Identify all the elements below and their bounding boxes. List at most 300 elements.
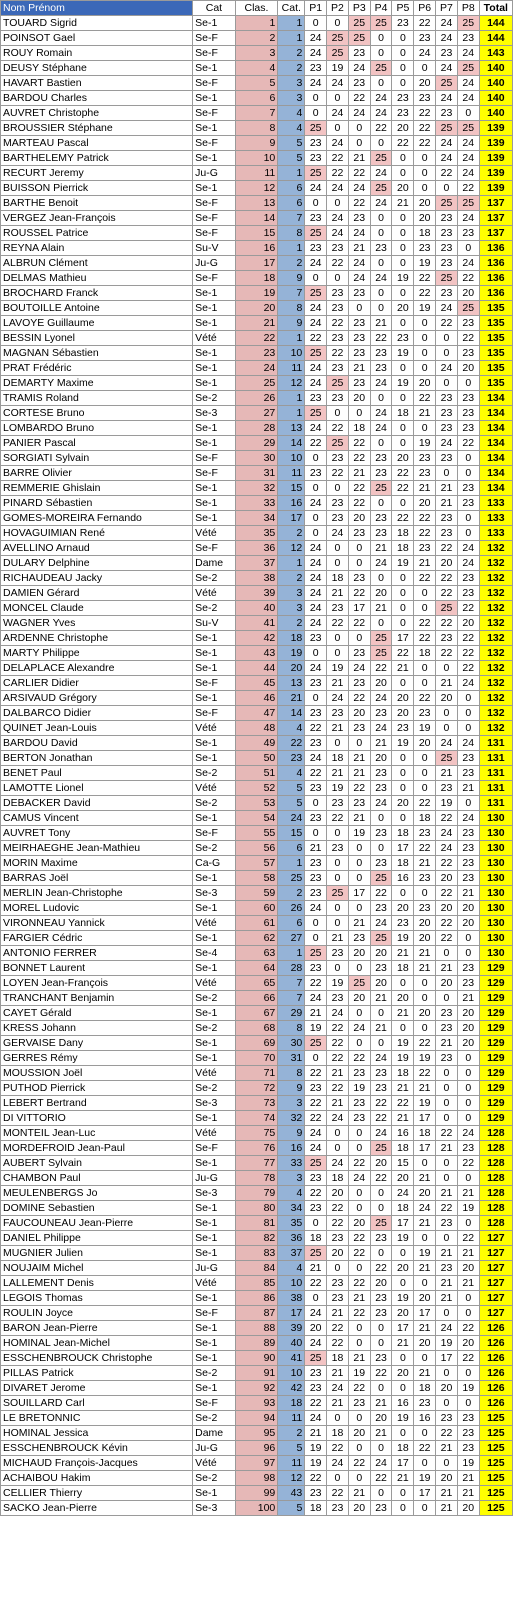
cell-cat-rank: 21 [278, 691, 305, 706]
cell-name: PILLAS Patrick [1, 1366, 193, 1381]
cell-p8: 0 [457, 1366, 479, 1381]
cell-p2: 22 [327, 346, 349, 361]
cell-p4: 23 [370, 241, 392, 256]
cell-p4: 22 [370, 121, 392, 136]
cell-p8: 21 [457, 781, 479, 796]
cell-p8: 23 [457, 481, 479, 496]
cell-p3: 21 [348, 1486, 370, 1501]
cell-p7: 22 [436, 886, 458, 901]
cell-p1: 0 [305, 526, 327, 541]
cell-p7: 23 [436, 286, 458, 301]
table-row [1, 331, 513, 346]
cell-p8: 22 [457, 646, 479, 661]
cell-p6: 18 [414, 1126, 436, 1141]
cell-p4: 22 [370, 1366, 392, 1381]
table-row [1, 1111, 513, 1126]
cell-p4: 24 [370, 1051, 392, 1066]
cell-clas: 79 [235, 1186, 278, 1201]
cell-p6: 23 [414, 901, 436, 916]
cell-p1: 0 [305, 1291, 327, 1306]
cell-p6: 21 [414, 1081, 436, 1096]
cell-p2: 22 [327, 1336, 349, 1351]
cell-p3: 21 [348, 1351, 370, 1366]
cell-cat-rank: 3 [278, 76, 305, 91]
cell-total: 127 [479, 1246, 512, 1261]
cell-p4: 24 [370, 376, 392, 391]
cell-p5: 0 [392, 1501, 414, 1516]
cell-p1: 24 [305, 601, 327, 616]
cell-p2: 25 [327, 886, 349, 901]
cell-cat: Se-2 [193, 991, 236, 1006]
cell-cat: Su-V [193, 241, 236, 256]
cell-p8: 20 [457, 1261, 479, 1276]
cell-p6: 23 [414, 706, 436, 721]
cell-p1: 22 [305, 1276, 327, 1291]
cell-name: BARDOU Charles [1, 91, 193, 106]
cell-name: ARDENNE Christophe [1, 631, 193, 646]
cell-p4: 0 [370, 391, 392, 406]
cell-cat-rank: 1 [278, 946, 305, 961]
cell-p4: 0 [370, 1186, 392, 1201]
cell-p2: 19 [327, 781, 349, 796]
cell-p4: 20 [370, 751, 392, 766]
cell-p6: 0 [414, 976, 436, 991]
table-row [1, 106, 513, 121]
cell-p4: 21 [370, 1021, 392, 1036]
cell-name: LE BRETONNIC [1, 1411, 193, 1426]
cell-p2: 0 [327, 196, 349, 211]
cell-p6: 0 [414, 781, 436, 796]
cell-p6: 20 [414, 916, 436, 931]
cell-cat: Se-F [193, 1306, 236, 1321]
cell-p5: 19 [392, 271, 414, 286]
cell-p6: 21 [414, 481, 436, 496]
cell-p1: 24 [305, 181, 327, 196]
cell-p1: 22 [305, 1471, 327, 1486]
cell-p3: 22 [348, 1306, 370, 1321]
cell-p5: 0 [392, 601, 414, 616]
cell-total: 134 [479, 481, 512, 496]
cell-p1: 24 [305, 556, 327, 571]
cell-total: 129 [479, 1081, 512, 1096]
cell-p6: 20 [414, 196, 436, 211]
cell-p1: 25 [305, 121, 327, 136]
cell-p5: 21 [392, 1336, 414, 1351]
cell-clas: 28 [235, 421, 278, 436]
cell-p1: 23 [305, 736, 327, 751]
table-row [1, 1426, 513, 1441]
cell-cat-rank: 9 [278, 271, 305, 286]
cell-p2: 23 [327, 706, 349, 721]
cell-p2: 21 [327, 1396, 349, 1411]
cell-p3: 22 [348, 1276, 370, 1291]
cell-p4: 0 [370, 1321, 392, 1336]
cell-p6: 0 [414, 586, 436, 601]
cell-cat: Se-1 [193, 151, 236, 166]
cell-total: 125 [479, 1411, 512, 1426]
cell-cat: Ju-G [193, 166, 236, 181]
cell-name: MOREL Ludovic [1, 901, 193, 916]
cell-p8: 0 [457, 526, 479, 541]
cell-clas: 68 [235, 1021, 278, 1036]
cell-p2: 19 [327, 976, 349, 991]
table-row [1, 481, 513, 496]
cell-p5: 18 [392, 406, 414, 421]
cell-p2: 22 [327, 1321, 349, 1336]
cell-p1: 24 [305, 376, 327, 391]
table-row [1, 676, 513, 691]
cell-p3: 23 [348, 331, 370, 346]
cell-p8: 20 [457, 1336, 479, 1351]
cell-p5: 0 [392, 211, 414, 226]
cell-total: 125 [479, 1471, 512, 1486]
cell-p2: 0 [327, 1471, 349, 1486]
cell-p7: 24 [436, 301, 458, 316]
cell-clas: 57 [235, 856, 278, 871]
cell-p1: 23 [305, 1171, 327, 1186]
cell-p3: 23 [348, 676, 370, 691]
cell-p7: 25 [436, 601, 458, 616]
cell-p5: 0 [392, 61, 414, 76]
cell-p4: 24 [370, 556, 392, 571]
cell-name: VIRONNEAU Yannick [1, 916, 193, 931]
cell-cat-rank: 4 [278, 1186, 305, 1201]
cell-total: 128 [479, 1216, 512, 1231]
cell-p6: 0 [414, 1351, 436, 1366]
cell-cat: Vété [193, 1456, 236, 1471]
cell-p5: 0 [392, 151, 414, 166]
cell-p6: 20 [414, 1336, 436, 1351]
cell-p1: 24 [305, 1411, 327, 1426]
cell-p4: 21 [370, 316, 392, 331]
cell-cat: Se-1 [193, 1336, 236, 1351]
cell-p4: 25 [370, 16, 392, 31]
cell-p1: 24 [305, 1306, 327, 1321]
cell-name: DELAPLACE Alexandre [1, 661, 193, 676]
cell-cat-rank: 23 [278, 751, 305, 766]
cell-cat: Se-1 [193, 1006, 236, 1021]
cell-cat: Se-1 [193, 646, 236, 661]
cell-p5: 0 [392, 226, 414, 241]
cell-cat: Se-2 [193, 766, 236, 781]
cell-name: DEUSY Stéphane [1, 61, 193, 76]
cell-p3: 22 [348, 1231, 370, 1246]
cell-cat: Se-1 [193, 376, 236, 391]
cell-p6: 0 [414, 331, 436, 346]
cell-clas: 73 [235, 1096, 278, 1111]
cell-p7: 23 [436, 511, 458, 526]
cell-p1: 23 [305, 871, 327, 886]
cell-name: HOVAGUIMIAN René [1, 526, 193, 541]
table-row [1, 301, 513, 316]
cell-p5: 20 [392, 706, 414, 721]
table-row [1, 586, 513, 601]
cell-p1: 23 [305, 391, 327, 406]
cell-name: AUVRET Christophe [1, 106, 193, 121]
cell-cat-rank: 3 [278, 1171, 305, 1186]
cell-p3: 0 [348, 901, 370, 916]
cell-clas: 11 [235, 166, 278, 181]
cell-p5: 20 [392, 301, 414, 316]
cell-p1: 0 [305, 196, 327, 211]
cell-p4: 25 [370, 871, 392, 886]
cell-name: BESSIN Lyonel [1, 331, 193, 346]
cell-p7: 25 [436, 751, 458, 766]
cell-cat-rank: 13 [278, 421, 305, 436]
cell-clas: 35 [235, 526, 278, 541]
cell-p6: 22 [414, 121, 436, 136]
cell-cat-rank: 6 [278, 916, 305, 931]
cell-p6: 22 [414, 16, 436, 31]
cell-cat: Se-2 [193, 1081, 236, 1096]
cell-p8: 21 [457, 1276, 479, 1291]
cell-p7: 20 [436, 556, 458, 571]
cell-clas: 13 [235, 196, 278, 211]
cell-cat: Se-F [193, 1396, 236, 1411]
cell-total: 129 [479, 1096, 512, 1111]
cell-cat-rank: 17 [278, 1306, 305, 1321]
cell-p2: 22 [327, 616, 349, 631]
cell-cat-rank: 36 [278, 1231, 305, 1246]
cell-p3: 22 [348, 781, 370, 796]
cell-p3: 24 [348, 181, 370, 196]
cell-p8: 0 [457, 1171, 479, 1186]
cell-p8: 23 [457, 961, 479, 976]
cell-clas: 4 [235, 61, 278, 76]
cell-total: 125 [479, 1501, 512, 1516]
cell-p5: 20 [392, 796, 414, 811]
cell-p2: 22 [327, 1081, 349, 1096]
cell-clas: 37 [235, 556, 278, 571]
cell-cat: Se-F [193, 541, 236, 556]
cell-p4: 23 [370, 781, 392, 796]
cell-cat-rank: 11 [278, 361, 305, 376]
cell-total: 127 [479, 1306, 512, 1321]
cell-p6: 0 [414, 1426, 436, 1441]
cell-p8: 19 [457, 1201, 479, 1216]
cell-p5: 20 [392, 451, 414, 466]
table-row [1, 1306, 513, 1321]
cell-p3: 24 [348, 61, 370, 76]
cell-p4: 24 [370, 196, 392, 211]
cell-p4: 0 [370, 616, 392, 631]
cell-p8: 23 [457, 1426, 479, 1441]
cell-cat: Se-F [193, 46, 236, 61]
cell-cat-rank: 1 [278, 166, 305, 181]
cell-total: 126 [479, 1351, 512, 1366]
cell-p3: 25 [348, 976, 370, 991]
cell-p4: 24 [370, 1126, 392, 1141]
cell-cat-rank: 1 [278, 31, 305, 46]
cell-p3: 21 [348, 916, 370, 931]
cell-p5: 23 [392, 331, 414, 346]
cell-name: FAUCOUNEAU Jean-Pierre [1, 1216, 193, 1231]
cell-cat-rank: 10 [278, 451, 305, 466]
cell-cat-rank: 3 [278, 1096, 305, 1111]
cell-p4: 0 [370, 301, 392, 316]
cell-clas: 7 [235, 106, 278, 121]
cell-clas: 55 [235, 826, 278, 841]
table-row [1, 271, 513, 286]
cell-clas: 47 [235, 706, 278, 721]
table-row [1, 796, 513, 811]
cell-total: 134 [479, 421, 512, 436]
header-p6: P6 [414, 1, 436, 16]
header-cat: Cat [193, 1, 236, 16]
cell-cat: Se-F [193, 76, 236, 91]
table-row [1, 706, 513, 721]
cell-total: 130 [479, 826, 512, 841]
cell-p6: 21 [414, 961, 436, 976]
cell-p6: 0 [414, 1021, 436, 1036]
cell-p3: 0 [348, 1411, 370, 1426]
cell-p5: 20 [392, 991, 414, 1006]
cell-cat: Se-1 [193, 1351, 236, 1366]
cell-p2: 22 [327, 1486, 349, 1501]
cell-p4: 22 [370, 1096, 392, 1111]
cell-name: ALBRUN Clément [1, 256, 193, 271]
cell-cat-rank: 10 [278, 346, 305, 361]
cell-p5: 0 [392, 436, 414, 451]
cell-cat-rank: 6 [278, 196, 305, 211]
cell-p6: 17 [414, 1306, 436, 1321]
cell-p6: 18 [414, 1381, 436, 1396]
cell-p6: 23 [414, 1396, 436, 1411]
cell-total: 130 [479, 886, 512, 901]
cell-p8: 23 [457, 871, 479, 886]
cell-p8: 19 [457, 1456, 479, 1471]
cell-name: TRAMIS Roland [1, 391, 193, 406]
cell-name: BARRAS Joël [1, 871, 193, 886]
cell-name: GERRES Rémy [1, 1051, 193, 1066]
cell-p7: 23 [436, 256, 458, 271]
cell-clas: 94 [235, 1411, 278, 1426]
cell-p7: 0 [436, 466, 458, 481]
cell-total: 128 [479, 1201, 512, 1216]
cell-clas: 23 [235, 346, 278, 361]
cell-p8: 21 [457, 991, 479, 1006]
table-row [1, 1051, 513, 1066]
cell-p4: 0 [370, 436, 392, 451]
cell-p1: 25 [305, 406, 327, 421]
cell-p2: 23 [327, 796, 349, 811]
cell-p4: 20 [370, 676, 392, 691]
cell-p6: 23 [414, 466, 436, 481]
cell-cat: Se-1 [193, 1231, 236, 1246]
table-row [1, 766, 513, 781]
cell-cat-rank: 4 [278, 721, 305, 736]
cell-p5: 16 [392, 1396, 414, 1411]
cell-p7: 21 [436, 1441, 458, 1456]
cell-p3: 0 [348, 1441, 370, 1456]
cell-p6: 21 [414, 1321, 436, 1336]
cell-p7: 0 [436, 1096, 458, 1111]
cell-p4: 0 [370, 226, 392, 241]
cell-total: 131 [479, 796, 512, 811]
cell-p8: 0 [457, 931, 479, 946]
cell-p4: 24 [370, 106, 392, 121]
cell-total: 128 [479, 1171, 512, 1186]
table-row [1, 286, 513, 301]
cell-cat: Vété [193, 916, 236, 931]
cell-p3: 20 [348, 511, 370, 526]
cell-p3: 0 [348, 736, 370, 751]
cell-p7: 24 [436, 31, 458, 46]
cell-p2: 18 [327, 1171, 349, 1186]
cell-p5: 19 [392, 1411, 414, 1426]
cell-p4: 0 [370, 76, 392, 91]
cell-p2: 25 [327, 46, 349, 61]
cell-p2: 23 [327, 241, 349, 256]
cell-p3: 21 [348, 811, 370, 826]
cell-p2: 0 [327, 1411, 349, 1426]
cell-p5: 22 [392, 466, 414, 481]
cell-p3: 20 [348, 391, 370, 406]
cell-p1: 23 [305, 136, 327, 151]
cell-p7: 0 [436, 1231, 458, 1246]
table-row [1, 616, 513, 631]
cell-p8: 0 [457, 706, 479, 721]
cell-clas: 59 [235, 886, 278, 901]
cell-cat: Se-1 [193, 16, 236, 31]
cell-p6: 19 [414, 1096, 436, 1111]
cell-p8: 23 [457, 421, 479, 436]
cell-clas: 70 [235, 1051, 278, 1066]
cell-cat-rank: 8 [278, 1021, 305, 1036]
cell-total: 131 [479, 766, 512, 781]
cell-cat-rank: 15 [278, 481, 305, 496]
cell-cat: Se-1 [193, 1291, 236, 1306]
cell-p4: 23 [370, 346, 392, 361]
cell-clas: 89 [235, 1336, 278, 1351]
cell-clas: 78 [235, 1171, 278, 1186]
cell-cat: Ju-G [193, 1171, 236, 1186]
cell-p4: 24 [370, 406, 392, 421]
table-row [1, 61, 513, 76]
cell-total: 132 [479, 631, 512, 646]
cell-total: 137 [479, 196, 512, 211]
cell-p2: 24 [327, 211, 349, 226]
cell-p4: 22 [370, 661, 392, 676]
cell-p2: 0 [327, 541, 349, 556]
cell-name: BARON Jean-Pierre [1, 1321, 193, 1336]
table-row [1, 46, 513, 61]
cell-cat: Se-2 [193, 1471, 236, 1486]
cell-p4: 24 [370, 721, 392, 736]
cell-name: PRAT Frédéric [1, 361, 193, 376]
cell-p8: 0 [457, 1051, 479, 1066]
cell-p6: 0 [414, 421, 436, 436]
cell-p4: 23 [370, 766, 392, 781]
cell-p6: 0 [414, 661, 436, 676]
cell-p5: 19 [392, 1231, 414, 1246]
cell-cat-rank: 1 [278, 16, 305, 31]
cell-p8: 24 [457, 91, 479, 106]
cell-cat: Se-F [193, 136, 236, 151]
cell-p5: 0 [392, 976, 414, 991]
cell-cat: Se-F [193, 826, 236, 841]
cell-p6: 0 [414, 601, 436, 616]
cell-clas: 17 [235, 256, 278, 271]
table-row [1, 226, 513, 241]
cell-p8: 23 [457, 391, 479, 406]
cell-p7: 22 [436, 811, 458, 826]
cell-total: 139 [479, 121, 512, 136]
cell-p6: 18 [414, 811, 436, 826]
cell-cat-rank: 9 [278, 1081, 305, 1096]
cell-clas: 53 [235, 796, 278, 811]
header-row [1, 1, 513, 16]
